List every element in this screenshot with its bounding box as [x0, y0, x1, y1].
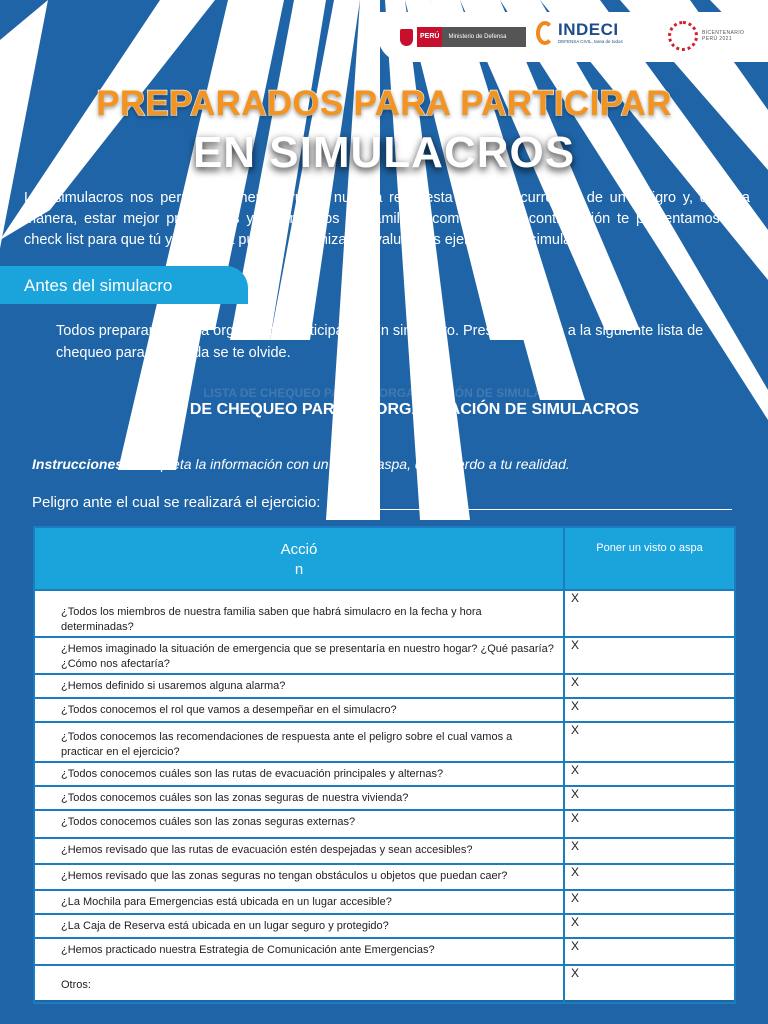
question-cell: ¿Hemos practicado nuestra Estrategia de Comunicación ante Emergencias? [34, 938, 564, 965]
bicentenario-line1: BICENTENARIO [702, 30, 745, 36]
table-row [34, 637, 735, 674]
question-cell: ¿Todos conocemos cuáles son las zonas seguras de nuestra vivienda? [34, 786, 564, 810]
page-title-line2: EN SIMULACROS [192, 128, 576, 177]
table-row [34, 838, 735, 864]
logo-bar [378, 12, 768, 62]
question-cell: ¿Hemos imaginado la situación de emergencia que se presentaría en nuestro hogar? ¿Qué pasaría? ¿Cómo nos afectaría? [34, 637, 564, 674]
table-row [34, 890, 735, 914]
instructions-label: Instrucciones: [32, 456, 128, 472]
question-cell: ¿Todos los miembros de nuestra familia saben que habrá simulacro en la fecha y hora determinadas? [34, 590, 564, 637]
header-action-part1: Acció [280, 541, 318, 558]
header-action [34, 527, 564, 590]
mark-cell[interactable]: X [564, 864, 735, 890]
section-heading: Antes del simulacro [24, 276, 173, 295]
table-row [34, 938, 735, 965]
table-row [34, 914, 735, 938]
coat-of-arms-icon [400, 29, 413, 46]
ministry-logo [400, 26, 526, 48]
peligro-label: Peligro ante el cual se realizará el ejercicio: [32, 494, 321, 511]
question-cell: ¿Todos conocemos el rol que vamos a desempeñar en el simulacro? [34, 698, 564, 722]
peru-label: PERÚ [417, 27, 442, 47]
mark-cell[interactable]: X [564, 914, 735, 938]
table-row [34, 722, 735, 762]
ministry-label: Ministerio de Defensa [442, 27, 526, 47]
checklist-table-wrapper [33, 526, 736, 1000]
indeci-logo [536, 21, 623, 45]
header-mark: Poner un visto o aspa [564, 527, 735, 590]
question-cell: ¿Todos conocemos las recomendaciones de respuesta ante el peligro sobre el cual vamos a practicar en el ejercicio? [34, 722, 564, 762]
question-cell: ¿Hemos revisado que las rutas de evacuación estén despejadas y sean accesibles? [34, 838, 564, 864]
bicentenario-line2: PERÚ 2021 [702, 36, 733, 42]
peligro-input-line[interactable] [330, 509, 732, 510]
indeci-name: INDECI [558, 20, 619, 39]
question-cell: ¿Todos conocemos cuáles son las rutas de evacuación principales y alternas? [34, 762, 564, 786]
mark-cell[interactable]: X [564, 698, 735, 722]
table-row [34, 864, 735, 890]
header-action-part2: n [294, 561, 304, 578]
mark-cell[interactable]: X [564, 762, 735, 786]
table-row [34, 965, 735, 1003]
mark-cell[interactable]: X [564, 674, 735, 698]
table-header-row [34, 527, 735, 590]
table-row [34, 674, 735, 698]
bicentenario-ring-icon [668, 21, 698, 51]
question-cell: ¿Hemos definido si usaremos alguna alarma? [34, 674, 564, 698]
mark-cell[interactable]: X [564, 590, 735, 637]
question-cell: ¿Hemos revisado que las zonas seguras no tengan obstáculos u objetos que puedan caer? [34, 864, 564, 890]
section-paragraph: Todos preparamos para organizar y participar en un simulacro. Presta atención a la siguiente lista de chequeo para que nada se te olvide. [56, 323, 704, 361]
question-cell: ¿La Mochila para Emergencias está ubicada en un lugar accesible? [34, 890, 564, 914]
checklist-table [33, 526, 736, 1004]
question-cell: Otros: [34, 965, 564, 1003]
table-row [34, 810, 735, 838]
mark-cell[interactable]: X [564, 722, 735, 762]
mark-cell[interactable]: X [564, 810, 735, 838]
table-row [34, 698, 735, 722]
table-row [34, 590, 735, 637]
question-cell: ¿Todos conocemos cuáles son las zonas seguras externas? [34, 810, 564, 838]
indeci-mark-icon [536, 21, 554, 45]
question-cell: ¿La Caja de Reserva está ubicada en un lugar seguro y protegido? [34, 914, 564, 938]
instructions-text: Completa la información con un visto o aspa, de acuerdo a tu realidad. [127, 456, 570, 472]
faint-heading: LISTA DE CHEQUEO PARA LA ORGANIZACIÓN DE SIMULACROS [203, 386, 577, 400]
mark-cell[interactable]: X [564, 838, 735, 864]
page-title-line1: PREPARADOS PARA PARTICIPAR [96, 84, 672, 123]
mark-cell[interactable]: X [564, 637, 735, 674]
indeci-tagline: DEFENSA CIVIL, tarea de todos [558, 39, 623, 44]
intro-paragraph: Los simulacros nos permiten poner a prueba nuestra respuesta ante la ocurrencia de un peligro y, de esta manera, estar mejor preparados y organizados en familia y comunidad. A continuación te presentamos dos check list para que tú y tu familia puedan organizar y evaluar sus ejercicios de simulacro. [24, 190, 750, 248]
bicentenario-logo [668, 21, 744, 51]
checklist-title: LISTA DE CHEQUEO PARA LA ORGANIZACIÓN DE SIMULACROS [140, 401, 640, 418]
instructions [32, 456, 742, 472]
table-row [34, 762, 735, 786]
mark-cell[interactable]: X [564, 890, 735, 914]
mark-cell[interactable]: X [564, 786, 735, 810]
table-row [34, 786, 735, 810]
mark-cell[interactable]: X [564, 965, 735, 1003]
mark-cell[interactable]: X [564, 938, 735, 965]
